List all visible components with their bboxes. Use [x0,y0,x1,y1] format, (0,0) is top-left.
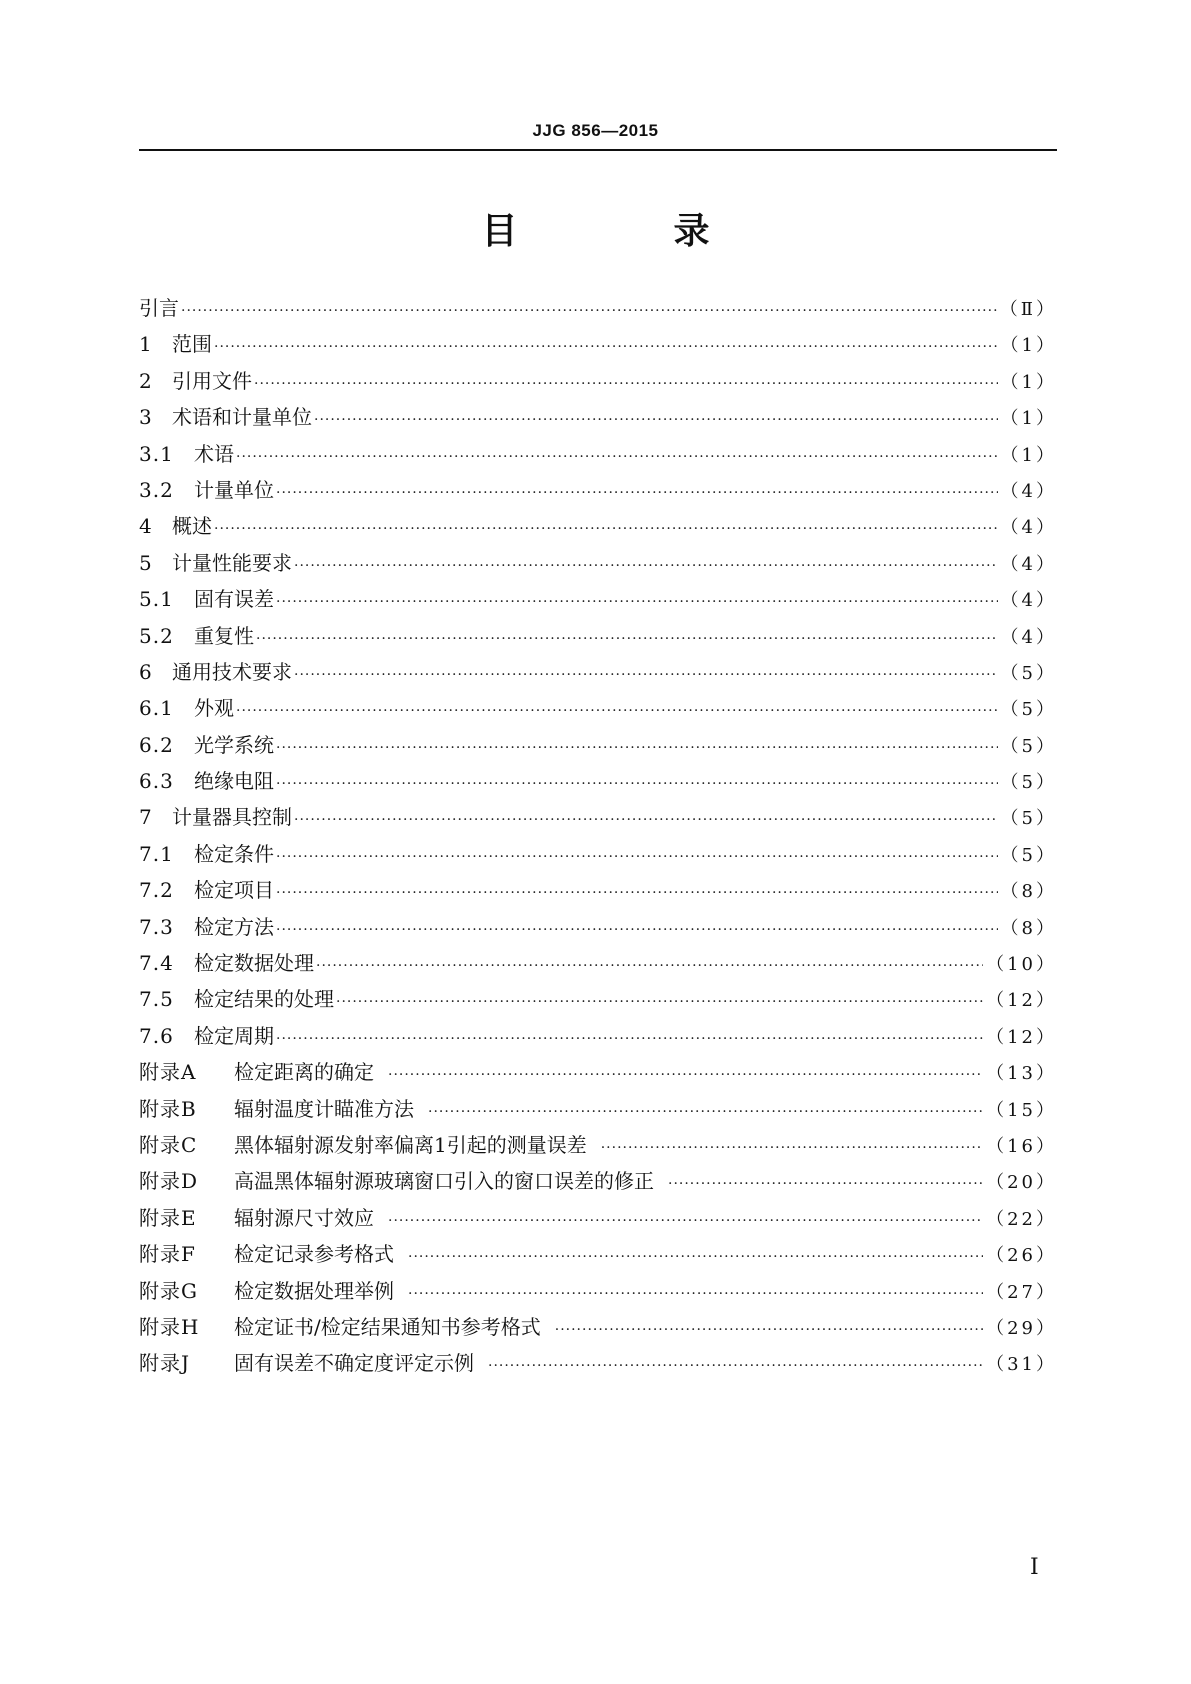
toc-entry-title: 检定数据处理 [194,951,314,976]
toc-entry-page: （5） [1000,699,1057,721]
toc-entry[interactable] [139,872,1057,908]
toc-entry[interactable] [139,290,1057,326]
toc-entry-label [139,1091,414,1127]
toc-leader-dots [256,621,998,657]
toc-entry-number: 附录A [139,1060,197,1085]
toc-entry[interactable] [139,1309,1057,1345]
toc-entry-number: 3.2 [139,477,174,502]
toc-entry-number: 附录H [139,1314,200,1339]
toc-entry-title: 检定距离的确定 [234,1060,374,1085]
toc-entry[interactable] [139,763,1057,799]
toc-entry-label [139,1345,474,1381]
toc-entry-label [139,690,234,726]
table-of-contents [139,290,1057,1382]
toc-entry-number: 3.1 [139,441,174,466]
toc-entry[interactable] [139,836,1057,872]
toc-entry[interactable] [139,472,1057,508]
toc-entry-page: （13） [986,1063,1057,1085]
toc-leader-dots [276,875,998,911]
toc-entry-title: 检定周期 [194,1023,274,1048]
toc-entry-page: （5） [1000,844,1057,866]
toc-entry-title: 辐射源尺寸效应 [234,1205,374,1230]
toc-entry-label [139,472,274,508]
toc-entry[interactable] [139,399,1057,435]
toc-entry-title: 概述 [172,514,212,539]
toc-entry-label [139,727,274,763]
toc-entry[interactable] [139,1018,1057,1054]
toc-entry-label [139,1236,394,1272]
toc-entry-label [139,763,274,799]
toc-entry[interactable] [139,1163,1057,1199]
toc-entry-title: 辐射温度计瞄准方法 [234,1096,414,1121]
toc-entry-title: 检定结果的处理 [194,987,334,1012]
toc-entry[interactable] [139,1236,1057,1272]
toc-entry[interactable] [139,508,1057,544]
toc-entry-number: 5.1 [139,587,174,612]
toc-entry-label [139,1273,394,1309]
toc-entry-number: 6.2 [139,732,174,757]
toc-entry-title: 引言 [139,296,179,320]
toc-entry-number: 6.3 [139,769,174,794]
toc-entry-number: 附录C [139,1132,198,1157]
toc-entry-label [139,872,274,908]
toc-entry-label [139,290,179,326]
toc-entry-number: 3 [139,405,153,430]
toc-leader-dots [276,584,998,620]
toc-entry-page: （4） [1000,590,1057,612]
toc-entry-title: 固有误差 [194,587,274,612]
toc-entry-page: （27） [986,1281,1057,1303]
toc-entry-page: （26） [986,1245,1057,1267]
toc-entry-number: 7.2 [139,878,174,903]
toc-entry-page: （22） [986,1208,1057,1230]
toc-entry-label [139,399,312,435]
toc-entry[interactable] [139,981,1057,1017]
toc-entry-number: 5.2 [139,623,174,648]
toc-leader-dots [254,366,998,402]
toc-entry-page: （1） [1000,444,1057,466]
toc-entry-number: 5 [139,550,153,575]
toc-entry[interactable] [139,799,1057,835]
toc-entry-label [139,1200,374,1236]
toc-entry-title: 外观 [194,696,234,721]
toc-leader-dots [668,1166,983,1202]
toc-entry[interactable] [139,1345,1057,1381]
toc-entry-page: （20） [986,1172,1057,1194]
toc-entry[interactable] [139,1273,1057,1309]
page-title: 目 录 [481,211,770,252]
toc-entry[interactable] [139,909,1057,945]
toc-entry-number: 附录G [139,1278,198,1303]
toc-leader-dots [555,1312,983,1348]
toc-leader-dots [388,1057,983,1093]
toc-leader-dots [276,1021,983,1057]
toc-entry-label [139,1127,587,1163]
toc-entry-label [139,436,234,472]
toc-entry-label [139,618,254,654]
toc-entry-page: （1） [1000,371,1057,393]
toc-entry-title: 固有误差不确定度评定示例 [234,1351,474,1376]
toc-entry-page: （8） [1000,881,1057,903]
toc-leader-dots [408,1239,983,1275]
toc-entry-page: （5） [1000,662,1057,684]
toc-leader-dots [336,984,983,1020]
toc-entry-page: （4） [1000,626,1057,648]
toc-leader-dots [236,693,998,729]
document-code: JJG 856—2015 [532,121,659,140]
toc-entry-page: （12） [986,1026,1057,1048]
toc-entry[interactable] [139,436,1057,472]
toc-entry-page: （1） [1000,408,1057,430]
toc-entry[interactable] [139,727,1057,763]
toc-entry-number: 附录F [139,1242,196,1267]
toc-entry-number: 7.4 [139,951,174,976]
toc-entry-title: 检定项目 [194,878,274,903]
toc-entry-label [139,1163,654,1199]
toc-entry-number: 6.1 [139,696,174,721]
toc-entry-title: 检定记录参考格式 [234,1242,394,1267]
toc-entry-title: 术语和计量单位 [172,405,312,430]
toc-entry[interactable] [139,618,1057,654]
header-rule [139,149,1057,151]
toc-entry-label [139,909,274,945]
toc-leader-dots [276,475,998,511]
toc-entry-number: 7.5 [139,987,174,1012]
toc-entry-label [139,1054,374,1090]
toc-entry-title: 检定方法 [194,914,274,939]
toc-entry-title: 引用文件 [172,368,252,393]
toc-entry-title: 计量器具控制 [172,805,292,830]
toc-entry-title: 检定条件 [194,841,274,866]
toc-entry-number: 附录D [139,1169,199,1194]
toc-entry-page: （4） [1000,480,1057,502]
toc-entry-label [139,581,274,617]
toc-entry-label [139,363,252,399]
toc-leader-dots [276,839,998,875]
toc-leader-dots [214,329,998,365]
toc-entry-title: 检定数据处理举例 [234,1278,394,1303]
toc-entry[interactable] [139,581,1057,617]
toc-leader-dots [236,439,998,475]
toc-entry-page: （4） [1000,517,1057,539]
toc-entry-page: （5） [1000,735,1057,757]
toc-leader-dots [181,293,997,329]
toc-leader-dots [294,657,998,693]
toc-entry[interactable] [139,690,1057,726]
toc-entry-number: 附录B [139,1096,197,1121]
toc-entry-page: （4） [1000,553,1057,575]
toc-entry-label [139,799,292,835]
toc-entry-page: （1） [1000,335,1057,357]
toc-entry[interactable] [139,1054,1057,1090]
toc-entry-title: 术语 [194,441,234,466]
toc-leader-dots [488,1348,983,1384]
toc-entry-label [139,326,212,362]
toc-entry-page: （8） [1000,917,1057,939]
toc-leader-dots [316,948,983,984]
toc-entry-page: （15） [986,1099,1057,1121]
toc-entry-number: 2 [139,368,153,393]
toc-leader-dots [314,402,998,438]
toc-leader-dots [276,766,998,802]
toc-leader-dots [601,1130,983,1166]
toc-entry-title: 重复性 [194,623,254,648]
toc-entry-label [139,1309,541,1345]
toc-entry-title: 光学系统 [194,732,274,757]
toc-entry-page: （5） [1000,772,1057,794]
toc-entry-page: （Ⅱ） [999,299,1057,320]
toc-entry-label [139,836,274,872]
toc-leader-dots [276,912,998,948]
toc-entry-label [139,545,292,581]
toc-leader-dots [294,802,998,838]
toc-entry[interactable] [139,1091,1057,1127]
toc-entry-number: 6 [139,659,153,684]
page-number: Ⅰ [1030,1555,1039,1580]
toc-leader-dots [214,511,998,547]
toc-entry-label [139,1018,274,1054]
toc-leader-dots [276,730,998,766]
toc-entry-title: 检定证书/检定结果通知书参考格式 [234,1314,541,1339]
toc-entry[interactable] [139,1127,1057,1163]
toc-entry-label [139,508,212,544]
toc-entry[interactable] [139,945,1057,981]
toc-entry-page: （5） [1000,808,1057,830]
toc-entry-page: （29） [986,1317,1057,1339]
toc-entry-number: 1 [139,332,153,357]
toc-leader-dots [428,1094,983,1130]
toc-entry[interactable] [139,363,1057,399]
toc-entry-title: 绝缘电阻 [194,769,274,794]
toc-entry-label [139,654,292,690]
toc-entry[interactable] [139,326,1057,362]
toc-entry-label [139,945,314,981]
toc-entry-number: 附录E [139,1205,197,1230]
toc-entry-page: （16） [986,1135,1057,1157]
toc-entry-number: 4 [139,514,153,539]
toc-entry-title: 高温黑体辐射源玻璃窗口引入的窗口误差的修正 [234,1169,654,1194]
toc-entry-page: （12） [986,990,1057,1012]
toc-entry-number: 7 [139,805,153,830]
toc-entry-title: 通用技术要求 [172,659,292,684]
toc-entry-title: 计量单位 [194,477,274,502]
toc-entry[interactable] [139,1200,1057,1236]
toc-entry-number: 7.3 [139,914,174,939]
toc-entry[interactable] [139,545,1057,581]
toc-entry-number: 7.1 [139,841,174,866]
toc-leader-dots [408,1276,983,1312]
toc-entry-page: （31） [986,1354,1057,1376]
toc-entry-number: 附录J [139,1351,191,1376]
toc-entry[interactable] [139,654,1057,690]
toc-entry-number: 7.6 [139,1023,174,1048]
toc-leader-dots [294,548,998,584]
toc-entry-title: 黑体辐射源发射率偏离1引起的测量误差 [234,1132,587,1157]
toc-entry-label [139,981,334,1017]
toc-leader-dots [388,1203,983,1239]
toc-entry-title: 范围 [172,332,212,357]
toc-entry-title: 计量性能要求 [172,550,292,575]
toc-entry-page: （10） [986,954,1057,976]
